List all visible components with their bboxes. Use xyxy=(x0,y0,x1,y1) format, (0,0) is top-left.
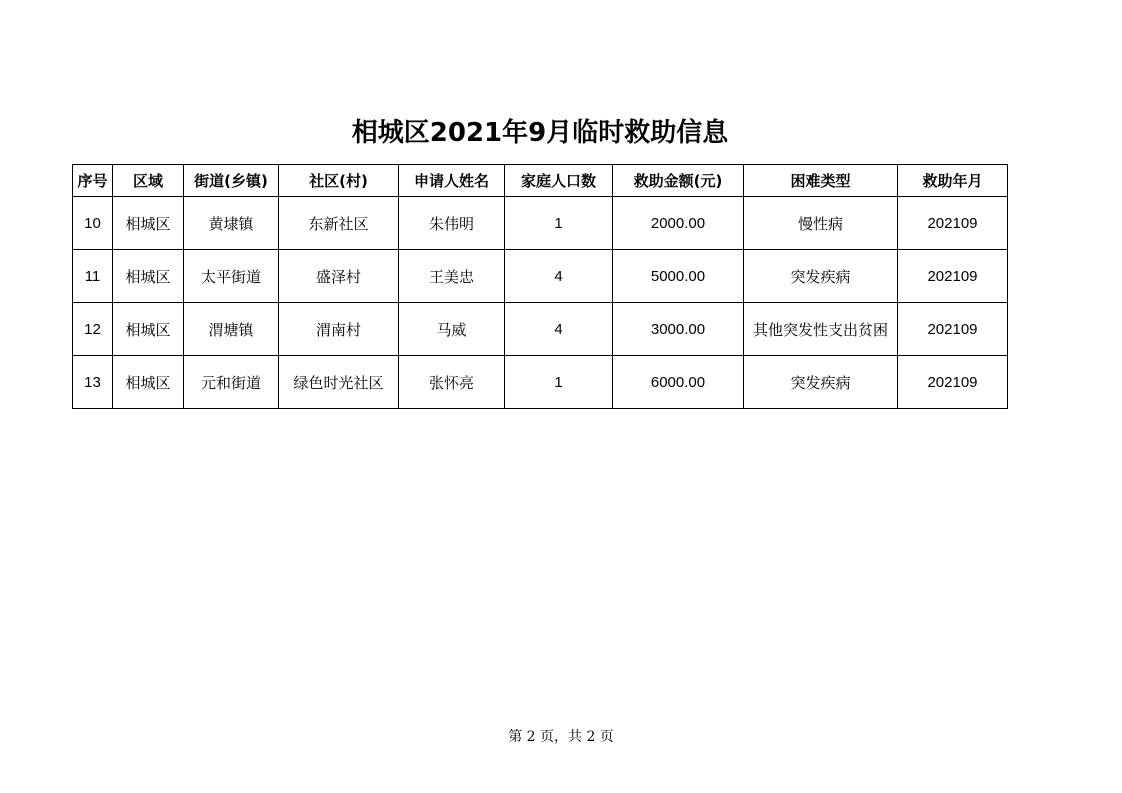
cell-serial: 13 xyxy=(73,356,113,409)
header-applicant: 申请人姓名 xyxy=(399,165,505,197)
cell-hardship-type: 突发疾病 xyxy=(744,250,898,303)
cell-community: 绿色时光社区 xyxy=(279,356,399,409)
cell-serial: 11 xyxy=(73,250,113,303)
cell-district: 相城区 xyxy=(113,250,184,303)
table-row xyxy=(73,250,1008,303)
header-community: 社区(村) xyxy=(279,165,399,197)
cell-street: 渭塘镇 xyxy=(184,303,279,356)
cell-amount: 3000.00 xyxy=(613,303,744,356)
cell-family-size: 1 xyxy=(505,197,613,250)
table-row xyxy=(73,356,1008,409)
cell-amount: 5000.00 xyxy=(613,250,744,303)
cell-hardship-type: 突发疾病 xyxy=(744,356,898,409)
table-row xyxy=(73,303,1008,356)
cell-applicant: 王美忠 xyxy=(399,250,505,303)
cell-street: 太平街道 xyxy=(184,250,279,303)
cell-community: 东新社区 xyxy=(279,197,399,250)
header-serial: 序号 xyxy=(73,165,113,197)
cell-family-size: 4 xyxy=(505,250,613,303)
page-title: 相城区2021年9月临时救助信息 xyxy=(351,118,729,148)
header-amount: 救助金额(元) xyxy=(613,165,744,197)
cell-applicant: 马威 xyxy=(399,303,505,356)
cell-serial: 12 xyxy=(73,303,113,356)
cell-community: 渭南村 xyxy=(279,303,399,356)
header-street: 街道(乡镇) xyxy=(184,165,279,197)
table-row xyxy=(73,197,1008,250)
cell-street: 元和街道 xyxy=(184,356,279,409)
header-hardship-type: 困难类型 xyxy=(744,165,898,197)
cell-district: 相城区 xyxy=(113,303,184,356)
cell-district: 相城区 xyxy=(113,356,184,409)
cell-serial: 10 xyxy=(73,197,113,250)
cell-hardship-type: 其他突发性支出贫困 xyxy=(744,303,898,356)
cell-amount: 2000.00 xyxy=(613,197,744,250)
cell-community: 盛泽村 xyxy=(279,250,399,303)
header-family-size: 家庭人口数 xyxy=(505,165,613,197)
cell-street: 黄埭镇 xyxy=(184,197,279,250)
cell-month: 202109 xyxy=(898,197,1008,250)
cell-district: 相城区 xyxy=(113,197,184,250)
table-header-row xyxy=(73,165,1008,197)
cell-amount: 6000.00 xyxy=(613,356,744,409)
cell-month: 202109 xyxy=(898,250,1008,303)
relief-table xyxy=(72,164,1008,409)
cell-applicant: 朱伟明 xyxy=(399,197,505,250)
cell-hardship-type: 慢性病 xyxy=(744,197,898,250)
cell-family-size: 1 xyxy=(505,356,613,409)
cell-month: 202109 xyxy=(898,356,1008,409)
page-number: 第 2 页，共 2 页 xyxy=(508,729,614,745)
cell-family-size: 4 xyxy=(505,303,613,356)
cell-applicant: 张怀亮 xyxy=(399,356,505,409)
cell-month: 202109 xyxy=(898,303,1008,356)
header-month: 救助年月 xyxy=(898,165,1008,197)
header-district: 区域 xyxy=(113,165,184,197)
